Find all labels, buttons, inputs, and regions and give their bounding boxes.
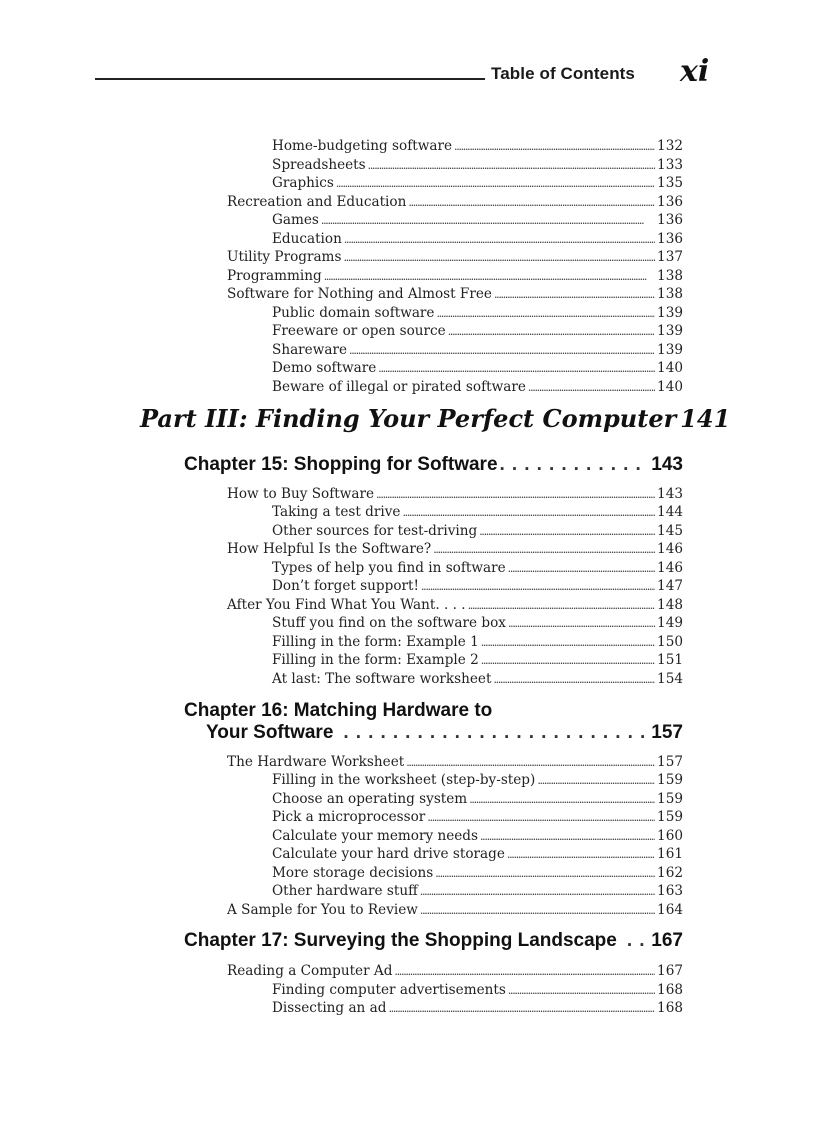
toc-entry[interactable] (272, 578, 683, 596)
toc-entry-page: 149 (657, 615, 683, 631)
chapter-heading[interactable] (206, 722, 683, 746)
toc-entry-page: 154 (657, 671, 683, 687)
dot-leader (349, 344, 655, 357)
dot-leader (494, 288, 655, 301)
toc-entry-page: 162 (657, 865, 683, 881)
toc-entry-page: 135 (657, 175, 683, 191)
toc-entry-page: 136 (657, 231, 683, 247)
toc-entry[interactable] (272, 615, 683, 633)
toc-entry-label: After You Find What You Want. . . . (227, 597, 466, 613)
toc-entry[interactable] (272, 323, 683, 341)
toc-entry-label: Dissecting an ad (272, 1000, 387, 1016)
toc-entry-page: 139 (657, 305, 683, 321)
toc-entry-page: 167 (657, 963, 683, 979)
dot-leader (627, 930, 649, 952)
toc-entry-page: 148 (657, 597, 683, 613)
dot-leader (343, 722, 649, 744)
toc-entry-page: 136 (657, 194, 683, 210)
toc-entry[interactable] (272, 846, 683, 864)
dot-leader (408, 196, 655, 209)
toc-entry-label: Shareware (272, 342, 347, 358)
toc-entry[interactable] (227, 268, 683, 286)
toc-entry-label: Other hardware stuff (272, 883, 418, 899)
toc-entry[interactable] (272, 138, 683, 156)
dot-leader (507, 848, 655, 861)
toc-entry-label: How to Buy Software (227, 486, 374, 502)
dot-leader (448, 325, 655, 338)
toc-entry-label: Public domain software (272, 305, 435, 321)
toc-entry-page: 140 (657, 379, 683, 395)
toc-entry-page: 160 (657, 828, 683, 844)
dot-leader (324, 270, 655, 283)
toc-entry-page: 140 (657, 360, 683, 376)
toc-entry-label: Stuff you find on the software box (272, 615, 506, 631)
toc-entry[interactable] (272, 809, 683, 827)
dot-leader (468, 599, 655, 612)
dot-leader (321, 214, 655, 227)
toc-entry[interactable] (272, 212, 683, 230)
toc-entry-label: How Helpful Is the Software? (227, 541, 432, 557)
dot-leader (402, 506, 655, 519)
toc-entry-label: Games (272, 212, 319, 228)
toc-entry-label: Education (272, 231, 342, 247)
toc-entry[interactable] (272, 342, 683, 360)
toc-entry-page: 133 (657, 157, 683, 173)
chapter-title: Chapter 17: Surveying the Shopping Landscape (184, 930, 617, 951)
dot-leader (343, 251, 655, 264)
dot-leader (500, 454, 650, 476)
toc-entry[interactable] (227, 194, 683, 212)
toc-entry[interactable] (272, 560, 683, 578)
chapter-page: 167 (651, 930, 683, 951)
toc-entry[interactable] (272, 231, 683, 249)
chapter-title-line1[interactable]: Chapter 16: Matching Hardware to (184, 700, 493, 721)
dot-leader (508, 617, 655, 630)
dot-leader (336, 177, 655, 190)
dot-leader (454, 140, 655, 153)
dot-leader (394, 965, 655, 978)
dot-leader (344, 233, 655, 246)
toc-entry-label: The Hardware Worksheet (227, 754, 405, 770)
dot-leader (378, 362, 655, 375)
toc-entry-label: Filling in the form: Example 1 (272, 634, 479, 650)
toc-entry[interactable] (227, 902, 683, 920)
dot-leader (420, 904, 655, 917)
toc-entry[interactable] (227, 249, 683, 267)
toc-entry[interactable] (227, 597, 683, 615)
dot-leader (480, 830, 655, 843)
dot-leader (493, 673, 655, 686)
toc-entry-page: 132 (657, 138, 683, 154)
dot-leader (537, 774, 655, 787)
dot-leader (528, 381, 655, 394)
header-rule (95, 78, 485, 80)
toc-entry-label: Home-budgeting software (272, 138, 452, 154)
toc-entry[interactable] (272, 175, 683, 193)
toc-entry-label: A Sample for You to Review (227, 902, 418, 918)
toc-entry[interactable] (272, 982, 683, 1000)
chapter-page: 143 (651, 454, 683, 475)
toc-entry[interactable] (272, 791, 683, 809)
toc-entry-label: Software for Nothing and Almost Free (227, 286, 492, 302)
toc-entry-page: 138 (657, 268, 683, 284)
toc-entry[interactable] (272, 157, 683, 175)
dot-leader (435, 867, 655, 880)
part-page: 141 (680, 404, 731, 433)
toc-entry-page: 143 (657, 486, 683, 502)
toc-entry[interactable] (272, 634, 683, 652)
toc-entry-label: Beware of illegal or pirated software (272, 379, 526, 395)
toc-entry-label: Programming (227, 268, 322, 284)
dot-leader (368, 159, 655, 172)
dot-leader (479, 525, 655, 538)
dot-leader (427, 811, 655, 824)
toc-entry-page: 161 (657, 846, 683, 862)
toc-entry-page: 157 (657, 754, 683, 770)
toc-entry-page: 150 (657, 634, 683, 650)
toc-entry-label: Calculate your memory needs (272, 828, 478, 844)
part-heading[interactable] (140, 404, 731, 434)
toc-entry-label: Pick a microprocessor (272, 809, 426, 825)
dot-leader (436, 307, 655, 320)
toc-entry-label: Taking a test drive (272, 504, 401, 520)
toc-entry[interactable] (272, 1000, 683, 1018)
part-title: Part III: Finding Your Perfect Computer (140, 404, 677, 433)
toc-entry-label: Utility Programs (227, 249, 342, 265)
toc-entry[interactable] (272, 379, 683, 397)
toc-entry-label: Don’t forget support! (272, 578, 419, 594)
toc-entry-label: Calculate your hard drive storage (272, 846, 505, 862)
dot-leader (421, 580, 655, 593)
toc-entry[interactable] (272, 523, 683, 541)
toc-entry-page: 168 (657, 982, 683, 998)
toc-entry-page: 144 (657, 504, 683, 520)
toc-entry-page: 139 (657, 323, 683, 339)
toc-entry[interactable] (272, 772, 683, 790)
dot-leader (420, 885, 655, 898)
toc-entry-page: 137 (657, 249, 683, 265)
toc-entry-label: Freeware or open source (272, 323, 446, 339)
dot-leader (469, 793, 655, 806)
toc-entry-label: Other sources for test-driving (272, 523, 478, 539)
dot-leader (508, 562, 655, 575)
toc-entry[interactable] (272, 652, 683, 670)
dot-leader (481, 654, 655, 667)
toc-entry-page: 147 (657, 578, 683, 594)
toc-entry-page: 164 (657, 902, 683, 918)
dot-leader (508, 984, 655, 997)
toc-entry-label: More storage decisions (272, 865, 434, 881)
toc-entry-label: Filling in the form: Example 2 (272, 652, 479, 668)
header-title: Table of Contents (491, 64, 635, 83)
toc-entry[interactable] (227, 286, 683, 304)
dot-leader (388, 1002, 655, 1015)
dot-leader (376, 488, 655, 501)
toc-entry-label: Finding computer advertisements (272, 982, 506, 998)
toc-entry[interactable] (272, 305, 683, 323)
toc-entry-page: 146 (657, 541, 683, 557)
toc-entry-label: At last: The software worksheet (272, 671, 492, 687)
running-header (95, 54, 710, 94)
toc-entry-page: 145 (657, 523, 683, 539)
chapter-page: 157 (651, 722, 683, 743)
toc-entry-label: Filling in the worksheet (step-by-step) (272, 772, 536, 788)
chapter-title-line2: Your Software (206, 722, 334, 743)
toc-entry-page: 139 (657, 342, 683, 358)
toc-entry[interactable] (272, 504, 683, 522)
chapter-title: Chapter 15: Shopping for Software (184, 454, 498, 475)
dot-leader (433, 543, 655, 556)
toc-entry[interactable] (227, 541, 683, 559)
toc-entry-page: 138 (657, 286, 683, 302)
toc-entry[interactable] (272, 360, 683, 378)
toc-entry[interactable] (227, 963, 683, 981)
toc-entry-page: 159 (657, 772, 683, 788)
chapter-heading[interactable] (184, 454, 683, 478)
toc-entry-page: 151 (657, 652, 683, 668)
toc-entry-label: Demo software (272, 360, 377, 376)
toc-entry-page: 146 (657, 560, 683, 576)
toc-entry-label: Reading a Computer Ad (227, 963, 393, 979)
toc-entry-page: 168 (657, 1000, 683, 1016)
toc-entry[interactable] (227, 754, 683, 772)
toc-entry-page: 163 (657, 883, 683, 899)
toc-entry-page: 159 (657, 809, 683, 825)
toc-entry-label: Choose an operating system (272, 791, 468, 807)
dot-leader (481, 636, 655, 649)
chapter-heading[interactable] (184, 930, 683, 954)
toc-entry-label: Graphics (272, 175, 334, 191)
page-folio: xi (680, 54, 710, 89)
toc-entry-label: Spreadsheets (272, 157, 366, 173)
toc-entry-label: Types of help you find in software (272, 560, 506, 576)
toc-entry[interactable] (272, 883, 683, 901)
toc-entry[interactable] (272, 828, 683, 846)
toc-entry-label: Recreation and Education (227, 194, 407, 210)
toc-entry-page: 159 (657, 791, 683, 807)
toc-entry-page: 136 (657, 212, 683, 228)
toc-entry[interactable] (227, 486, 683, 504)
dot-leader (406, 756, 655, 769)
toc-entry[interactable] (272, 865, 683, 883)
toc-entry[interactable] (272, 671, 683, 689)
